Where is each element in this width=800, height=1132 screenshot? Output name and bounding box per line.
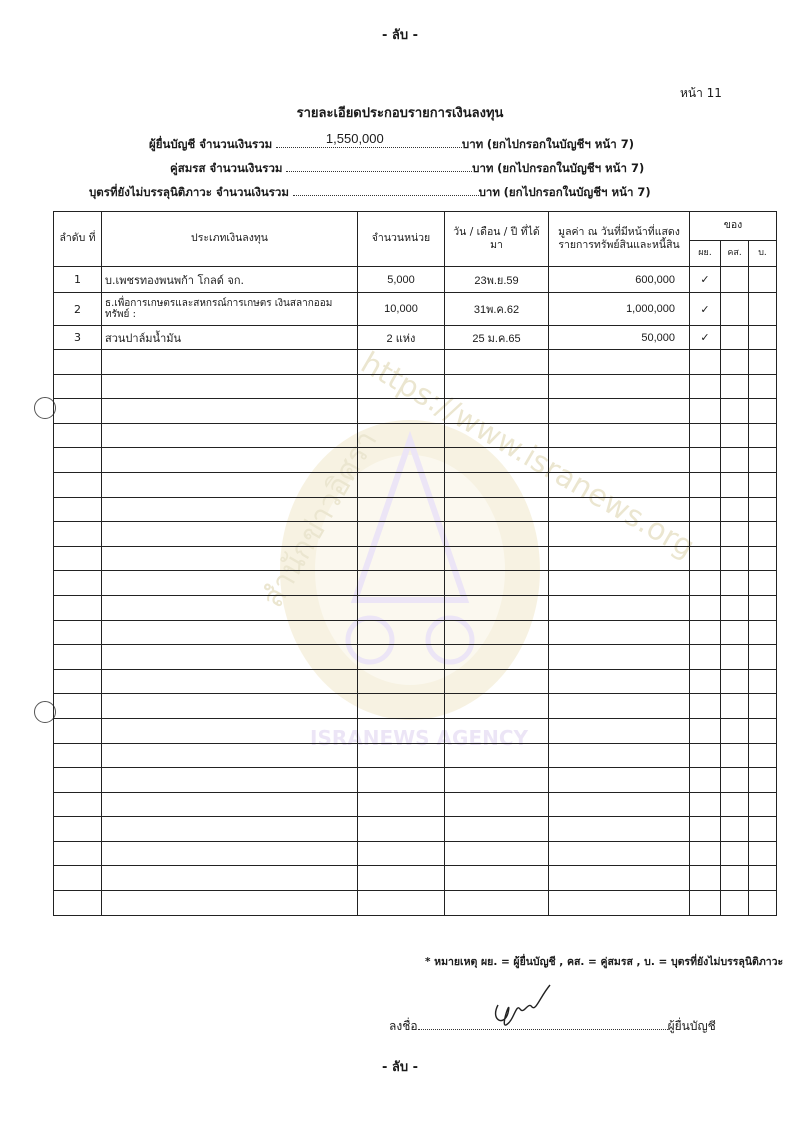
table-row [54, 326, 777, 350]
summary-children-amount-field [293, 184, 479, 196]
table-cell-empty [358, 669, 445, 694]
table-cell-empty [445, 669, 549, 694]
table-cell-empty [358, 891, 445, 916]
table-cell-empty [445, 718, 549, 743]
table-row-empty [54, 891, 777, 916]
table-cell-empty [721, 571, 749, 596]
remark-note: * หมายเหตุ ผย. = ผู้ยื่นบัญชี , คส. = คู่สมรส , บ. = บุตรที่ยังไม่บรรลุนิติภาวะ [425, 956, 784, 968]
table-cell-empty [690, 522, 721, 547]
table-cell-empty [549, 645, 690, 670]
table-cell-empty [749, 694, 777, 719]
table-cell-empty [749, 472, 777, 497]
table-cell-empty [54, 423, 102, 448]
table-row-empty [54, 620, 777, 645]
summary-filer-amount: 1,550,000 [325, 131, 384, 146]
row-type: บ.เพชรทองพนพก้า โกลด์ จก. [102, 267, 358, 293]
table-cell-empty [102, 374, 358, 399]
table-row-empty [54, 718, 777, 743]
signature-label: ลงชื่อ [389, 1019, 418, 1033]
row-owner-child [749, 293, 777, 326]
table-cell-empty [358, 718, 445, 743]
table-cell-empty [749, 571, 777, 596]
summary-filer-unit: บาท [461, 137, 484, 151]
table-cell-empty [721, 743, 749, 768]
table-cell-empty [445, 866, 549, 891]
watermark-url-text: https://www.isranews.org [354, 345, 701, 566]
table-cell-empty [721, 423, 749, 448]
table-cell-empty [690, 768, 721, 793]
table-row-empty [54, 448, 777, 473]
table-cell-empty [54, 399, 102, 424]
table-cell-empty [358, 546, 445, 571]
table-cell-empty [549, 546, 690, 571]
table-cell-empty [690, 645, 721, 670]
table-cell-empty [102, 522, 358, 547]
table-cell-empty [690, 374, 721, 399]
table-row-empty [54, 645, 777, 670]
summary-spouse-label: คู่สมรส จำนวนเงินรวม [170, 161, 283, 175]
table-cell-empty [54, 645, 102, 670]
row-owner-filer: ✓ [690, 293, 721, 326]
row-no: 1 [54, 267, 102, 293]
table-cell-empty [102, 645, 358, 670]
table-cell-empty [721, 694, 749, 719]
page-number: หน้า 11 [680, 86, 722, 100]
table-cell-empty [749, 792, 777, 817]
table-cell-empty [102, 571, 358, 596]
row-owner-spouse [721, 326, 749, 350]
row-owner-spouse [721, 293, 749, 326]
table-cell-empty [358, 522, 445, 547]
table-cell-empty [445, 448, 549, 473]
table-cell-empty [549, 571, 690, 596]
row-no: 3 [54, 326, 102, 350]
table-cell-empty [549, 522, 690, 547]
table-cell-empty [358, 472, 445, 497]
table-cell-empty [721, 841, 749, 866]
table-cell-empty [690, 669, 721, 694]
table-cell-empty [749, 645, 777, 670]
table-row-empty [54, 497, 777, 522]
summary-spouse [170, 160, 644, 178]
table-cell-empty [749, 546, 777, 571]
table-row-empty [54, 743, 777, 768]
table-cell-empty [749, 718, 777, 743]
header-owner: ของ [690, 212, 777, 241]
table-row-empty [54, 522, 777, 547]
page-title: รายละเอียดประกอบรายการเงินลงทุน [296, 106, 504, 121]
table-cell-empty [549, 718, 690, 743]
table-cell-empty [54, 669, 102, 694]
table-cell-empty [690, 472, 721, 497]
table-cell-empty [690, 497, 721, 522]
table-cell-empty [721, 522, 749, 547]
table-cell-empty [690, 448, 721, 473]
table-row-empty [54, 423, 777, 448]
table-row-empty [54, 472, 777, 497]
table-cell-empty [690, 399, 721, 424]
table-cell-empty [721, 866, 749, 891]
header-owner-child: บ. [749, 241, 777, 267]
table-cell-empty [102, 472, 358, 497]
table-cell-empty [721, 669, 749, 694]
table-cell-empty [721, 448, 749, 473]
table-cell-empty [358, 497, 445, 522]
table-cell-empty [690, 792, 721, 817]
table-cell-empty [445, 522, 549, 547]
table-cell-empty [358, 694, 445, 719]
table-cell-empty [102, 350, 358, 375]
table-cell-empty [102, 423, 358, 448]
table-cell-empty [549, 768, 690, 793]
summary-children-unit: บาท [478, 185, 500, 199]
table-row [54, 293, 777, 326]
summary-children-label: บุตรที่ยังไม่บรรลุนิติภาวะ จำนวนเงินรวม [89, 185, 289, 199]
table-row-empty [54, 399, 777, 424]
table-cell-empty [445, 694, 549, 719]
table-cell-empty [445, 817, 549, 842]
table-cell-empty [54, 448, 102, 473]
table-row-empty [54, 817, 777, 842]
table-cell-empty [102, 620, 358, 645]
table-cell-empty [749, 891, 777, 916]
table-cell-empty [549, 841, 690, 866]
row-owner-spouse [721, 267, 749, 293]
summary-filer-note: (ยกไปกรอกในบัญชีฯ หน้า 7) [486, 137, 634, 151]
table-cell-empty [445, 374, 549, 399]
table-cell-empty [445, 423, 549, 448]
table-cell-empty [102, 866, 358, 891]
row-owner-child [749, 326, 777, 350]
summary-children [89, 184, 651, 202]
table-cell-empty [54, 522, 102, 547]
summary-filer-amount-field [276, 131, 462, 148]
table-cell-empty [102, 817, 358, 842]
table-cell-empty [358, 792, 445, 817]
table-row-empty [54, 768, 777, 793]
table-cell-empty [749, 423, 777, 448]
table-cell-empty [54, 374, 102, 399]
table-cell-empty [358, 350, 445, 375]
table-cell-empty [102, 743, 358, 768]
table-cell-empty [549, 891, 690, 916]
table-cell-empty [54, 891, 102, 916]
table-cell-empty [549, 472, 690, 497]
table-cell-empty [721, 595, 749, 620]
table-cell-empty [721, 497, 749, 522]
signature-line [389, 1017, 716, 1036]
table-cell-empty [549, 866, 690, 891]
table-cell-empty [721, 792, 749, 817]
table-cell-empty [445, 792, 549, 817]
table-cell-empty [690, 423, 721, 448]
table-cell-empty [54, 350, 102, 375]
table-row-empty [54, 694, 777, 719]
table-cell-empty [54, 694, 102, 719]
table-cell-empty [358, 374, 445, 399]
summary-filer [149, 131, 634, 154]
table-cell-empty [102, 792, 358, 817]
table-cell-empty [358, 645, 445, 670]
investment-table [53, 211, 777, 916]
table-cell-empty [721, 399, 749, 424]
row-value: 1,000,000 [549, 293, 690, 326]
table-cell-empty [690, 866, 721, 891]
table-cell-empty [549, 817, 690, 842]
row-owner-filer: ✓ [690, 326, 721, 350]
table-cell-empty [749, 817, 777, 842]
summary-children-note: (ยกไปกรอกในบัญชีฯ หน้า 7) [503, 185, 651, 199]
header-owner-spouse: คส. [721, 241, 749, 267]
header-date: วัน / เดือน / ปี ที่ได้มา [445, 212, 549, 267]
table-cell-empty [445, 768, 549, 793]
row-units: 5,000 [358, 267, 445, 293]
table-cell-empty [721, 472, 749, 497]
watermark-thai-text: สำนักข่าวอิศรา [255, 424, 385, 614]
table-cell-empty [358, 571, 445, 596]
table-cell-empty [358, 743, 445, 768]
table-cell-empty [102, 841, 358, 866]
table-cell-empty [549, 448, 690, 473]
table-cell-empty [721, 817, 749, 842]
table-cell-empty [690, 546, 721, 571]
row-date: 31พ.ค.62 [445, 293, 549, 326]
table-cell-empty [690, 718, 721, 743]
table-cell-empty [445, 546, 549, 571]
table-cell-empty [102, 768, 358, 793]
table-cell-empty [690, 891, 721, 916]
secret-mark-bottom: - ลับ - [381, 1060, 419, 1075]
header-units: จำนวนหน่วย [358, 212, 445, 267]
table-cell-empty [358, 448, 445, 473]
table-cell-empty [549, 792, 690, 817]
table-cell-empty [690, 595, 721, 620]
row-type: ธ.เพื่อการเกษตรและสหกรณ์การเกษตร เงินสลากออมทรัพย์ : [102, 293, 358, 326]
table-cell-empty [721, 620, 749, 645]
table-cell-empty [445, 399, 549, 424]
summary-spouse-amount-field [286, 160, 472, 172]
table-cell-empty [54, 497, 102, 522]
row-date: 25 ม.ค.65 [445, 326, 549, 350]
table-cell-empty [54, 866, 102, 891]
table-cell-empty [102, 891, 358, 916]
header-no: ลำดับ ที่ [54, 212, 102, 267]
row-owner-child [749, 267, 777, 293]
table-row-empty [54, 350, 777, 375]
table-cell-empty [102, 694, 358, 719]
table-row-empty [54, 374, 777, 399]
table-cell-empty [54, 472, 102, 497]
table-cell-empty [749, 595, 777, 620]
table-cell-empty [549, 423, 690, 448]
table-cell-empty [54, 743, 102, 768]
table-cell-empty [690, 350, 721, 375]
table-row-empty [54, 546, 777, 571]
table-cell-empty [358, 595, 445, 620]
header-value: มูลค่า ณ วันที่มีหน้าที่แสดง รายการทรัพย์สินและหนี้สิน [549, 212, 690, 267]
table-cell-empty [721, 374, 749, 399]
table-cell-empty [102, 718, 358, 743]
table-cell-empty [749, 497, 777, 522]
table-cell-empty [721, 768, 749, 793]
table-cell-empty [549, 669, 690, 694]
table-cell-empty [358, 817, 445, 842]
row-type: สวนปาล์มน้ำมัน [102, 326, 358, 350]
header-type: ประเภทเงินลงทุน [102, 212, 358, 267]
table-cell-empty [549, 595, 690, 620]
table-row-empty [54, 669, 777, 694]
table-cell-empty [358, 841, 445, 866]
table-cell-empty [549, 620, 690, 645]
table-cell-empty [54, 718, 102, 743]
table-row [54, 267, 777, 293]
row-units: 10,000 [358, 293, 445, 326]
table-cell-empty [54, 620, 102, 645]
table-cell-empty [102, 399, 358, 424]
table-cell-empty [54, 768, 102, 793]
summary-filer-label: ผู้ยื่นบัญชี จำนวนเงินรวม [149, 137, 273, 151]
table-row-empty [54, 595, 777, 620]
table-cell-empty [721, 350, 749, 375]
table-cell-empty [690, 743, 721, 768]
table-cell-empty [102, 669, 358, 694]
table-cell-empty [358, 399, 445, 424]
table-cell-empty [445, 350, 549, 375]
investment-table-body [54, 267, 777, 916]
table-cell-empty [721, 546, 749, 571]
row-owner-filer: ✓ [690, 267, 721, 293]
table-cell-empty [54, 817, 102, 842]
table-cell-empty [358, 768, 445, 793]
table-cell-empty [54, 571, 102, 596]
table-cell-empty [749, 768, 777, 793]
table-cell-empty [549, 399, 690, 424]
table-cell-empty [690, 694, 721, 719]
table-cell-empty [749, 399, 777, 424]
table-cell-empty [102, 546, 358, 571]
signature-role: ผู้ยื่นบัญชี [667, 1019, 716, 1033]
row-date: 23พ.ย.59 [445, 267, 549, 293]
table-cell-empty [690, 817, 721, 842]
secret-mark-top: - ลับ - [381, 28, 419, 43]
table-cell-empty [549, 497, 690, 522]
table-cell-empty [102, 497, 358, 522]
header-owner-filer: ผย. [690, 241, 721, 267]
table-row-empty [54, 866, 777, 891]
table-cell-empty [749, 620, 777, 645]
table-cell-empty [690, 620, 721, 645]
table-cell-empty [445, 595, 549, 620]
table-cell-empty [549, 694, 690, 719]
table-cell-empty [749, 350, 777, 375]
table-cell-empty [445, 497, 549, 522]
table-cell-empty [690, 571, 721, 596]
row-value: 600,000 [549, 267, 690, 293]
table-cell-empty [749, 448, 777, 473]
table-cell-empty [102, 595, 358, 620]
table-row-empty [54, 792, 777, 817]
table-cell-empty [358, 866, 445, 891]
table-cell-empty [445, 891, 549, 916]
watermark-agency-text: ISRANEWS AGENCY [310, 726, 529, 750]
table-cell-empty [690, 841, 721, 866]
table-cell-empty [749, 841, 777, 866]
table-cell-empty [445, 841, 549, 866]
table-cell-empty [445, 743, 549, 768]
table-cell-empty [445, 620, 549, 645]
table-row-empty [54, 571, 777, 596]
table-cell-empty [749, 522, 777, 547]
table-cell-empty [749, 743, 777, 768]
table-cell-empty [749, 669, 777, 694]
table-cell-empty [721, 645, 749, 670]
signature-field[interactable] [418, 1018, 668, 1030]
table-row-empty [54, 841, 777, 866]
table-cell-empty [54, 595, 102, 620]
table-cell-empty [445, 645, 549, 670]
summary-spouse-note: (ยกไปกรอกในบัญชีฯ หน้า 7) [497, 161, 645, 175]
table-cell-empty [549, 350, 690, 375]
table-cell-empty [358, 620, 445, 645]
table-cell-empty [54, 841, 102, 866]
table-cell-empty [749, 374, 777, 399]
table-cell-empty [721, 891, 749, 916]
table-cell-empty [549, 374, 690, 399]
row-no: 2 [54, 293, 102, 326]
table-cell-empty [549, 743, 690, 768]
table-cell-empty [102, 448, 358, 473]
summary-spouse-unit: บาท [472, 161, 494, 175]
table-cell-empty [749, 866, 777, 891]
table-cell-empty [445, 571, 549, 596]
row-units: 2 แห่ง [358, 326, 445, 350]
table-cell-empty [54, 792, 102, 817]
table-cell-empty [358, 423, 445, 448]
table-cell-empty [445, 472, 549, 497]
table-cell-empty [721, 718, 749, 743]
table-cell-empty [54, 546, 102, 571]
row-value: 50,000 [549, 326, 690, 350]
